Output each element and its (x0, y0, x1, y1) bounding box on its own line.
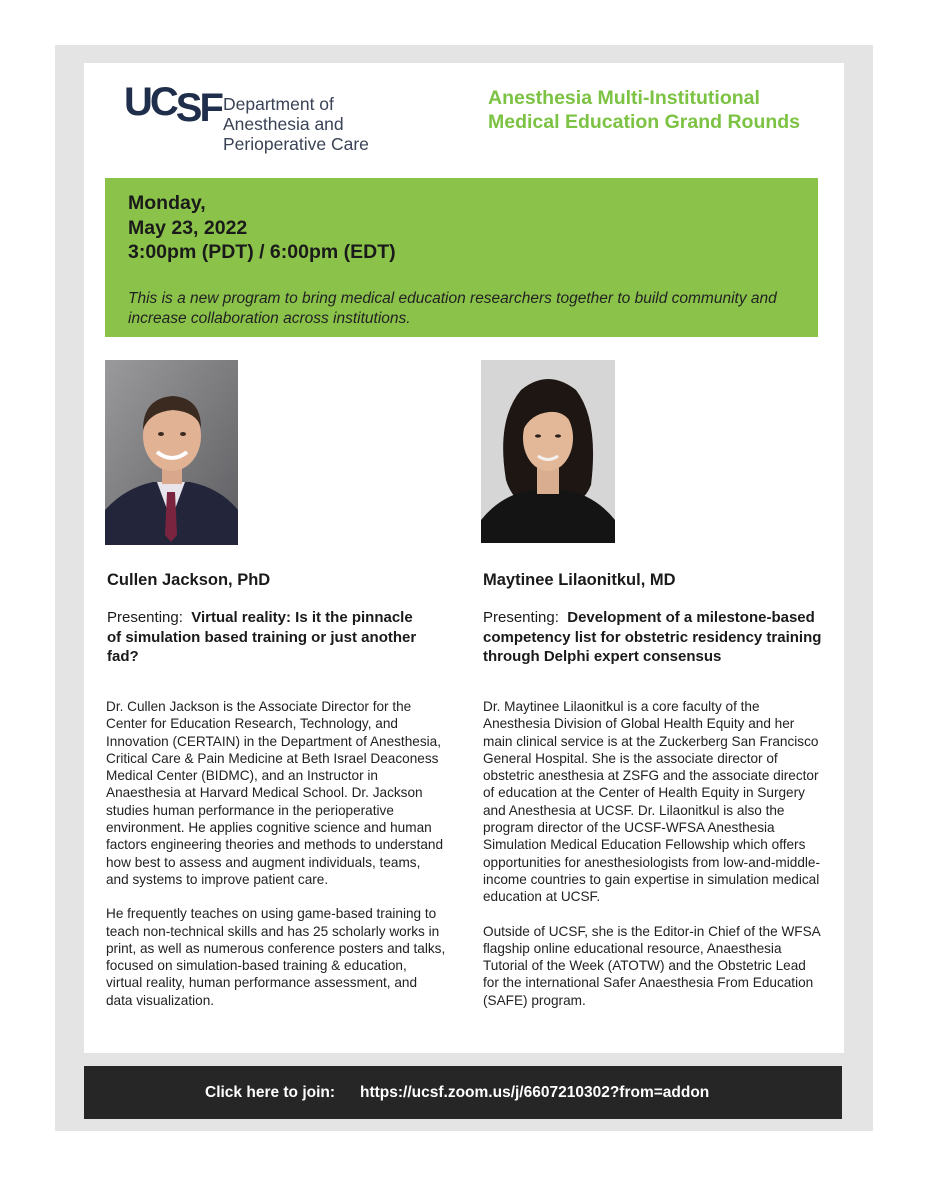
event-title-line-2: Medical Education Grand Rounds (488, 111, 801, 133)
bio-jackson-paragraph-2: He frequently teaches on using game-based training to teach non-technical skills and has 25 scholarly works in print, as well as numerous conference posters and talks, focused on simulation-based training & education, virtual reality, human performance assessment, and data visualization. (106, 906, 446, 1008)
program-description: This is a new program to bring medical education researchers together to build community and increase collaboration across institutions. (128, 290, 777, 327)
presentation-lilaonitkul (483, 608, 839, 667)
presenting-label: Presenting: (483, 609, 559, 626)
event-date: May 23, 2022 (128, 217, 248, 239)
event-title (488, 86, 838, 134)
join-bar (84, 1066, 842, 1119)
event-day: Monday, (128, 192, 206, 214)
department-line-3: Perioperative Care (223, 134, 369, 154)
schedule-banner (105, 178, 818, 337)
bio-lilaonitkul-paragraph-2: Outside of UCSF, she is the Editor-in Chief of the WFSA flagship online educational resource, Anaesthesia Tutorial of the Week (ATOTW) and the Obstetric Lead for the international Safer Anaesthesia From Education (SAFE) program. (483, 923, 820, 1008)
bio-jackson (106, 698, 446, 1026)
speaker-photo-jackson (105, 360, 238, 545)
ucsf-logo (124, 82, 384, 154)
event-time: 3:00pm (PDT) / 6:00pm (EDT) (128, 241, 396, 263)
presentation-title-lilaonitkul: Development of a milestone-based competency list for obstetric residency training through Delphi expert consensus (483, 609, 822, 665)
speaker-photo-lilaonitkul (481, 360, 615, 543)
presenting-label: Presenting: (107, 609, 183, 626)
department-name (223, 94, 369, 154)
join-label: Click here to join: (205, 1084, 336, 1101)
event-title-line-1: Anesthesia Multi-Institutional (488, 87, 760, 109)
presentation-jackson (107, 608, 427, 667)
ucsf-logo-mark: UCSF (124, 80, 221, 130)
speaker-name-lilaonitkul: Maytinee Lilaonitkul, MD (483, 571, 676, 589)
presentation-title-jackson: Virtual reality: Is it the pinnacle of simulation based training or just another fad? (107, 609, 417, 665)
department-line-1: Department of (223, 94, 334, 114)
department-line-2: Anesthesia and (223, 114, 344, 134)
bio-jackson-paragraph-1: Dr. Cullen Jackson is the Associate Director for the Center for Education Research, Technology, and Innovation (CERTAIN) in the Department of Anesthesia, Critical Care & Pain Medicine at Beth Israel Deaconess Medical Center (BIDMC), and an Instructor in Anaesthesia at Harvard Medical School. Dr. Jackson studies human performance in the perioperative environment. He applies cognitive science and human factors engineering theories and methods to understand how best to assess and augment individuals, teams, and systems to improve patient care. (106, 699, 444, 887)
zoom-join-link[interactable]: https://ucsf.zoom.us/j/6607210302?from=addon (360, 1084, 710, 1101)
speaker-name-jackson: Cullen Jackson, PhD (107, 571, 271, 589)
bio-lilaonitkul (483, 698, 823, 1026)
bio-lilaonitkul-paragraph-1: Dr. Maytinee Lilaonitkul is a core faculty of the Anesthesia Division of Global Health Equity and her main clinical service is at the Zuckerberg San Francisco General Hospital. She is the associate director of obstetric anesthesia at ZSFG and the associate director of education at the Center of Health Equity in Surgery and Anesthesia at UCSF. Dr. Lilaonitkul is also the program director of the UCSF-WFSA Anesthesia Simulation Medical Education Fellowship which offers opportunities for anesthesiologists from low-and-middle-income countries to gain expertise in simulation medical education at UCSF. (483, 699, 820, 905)
